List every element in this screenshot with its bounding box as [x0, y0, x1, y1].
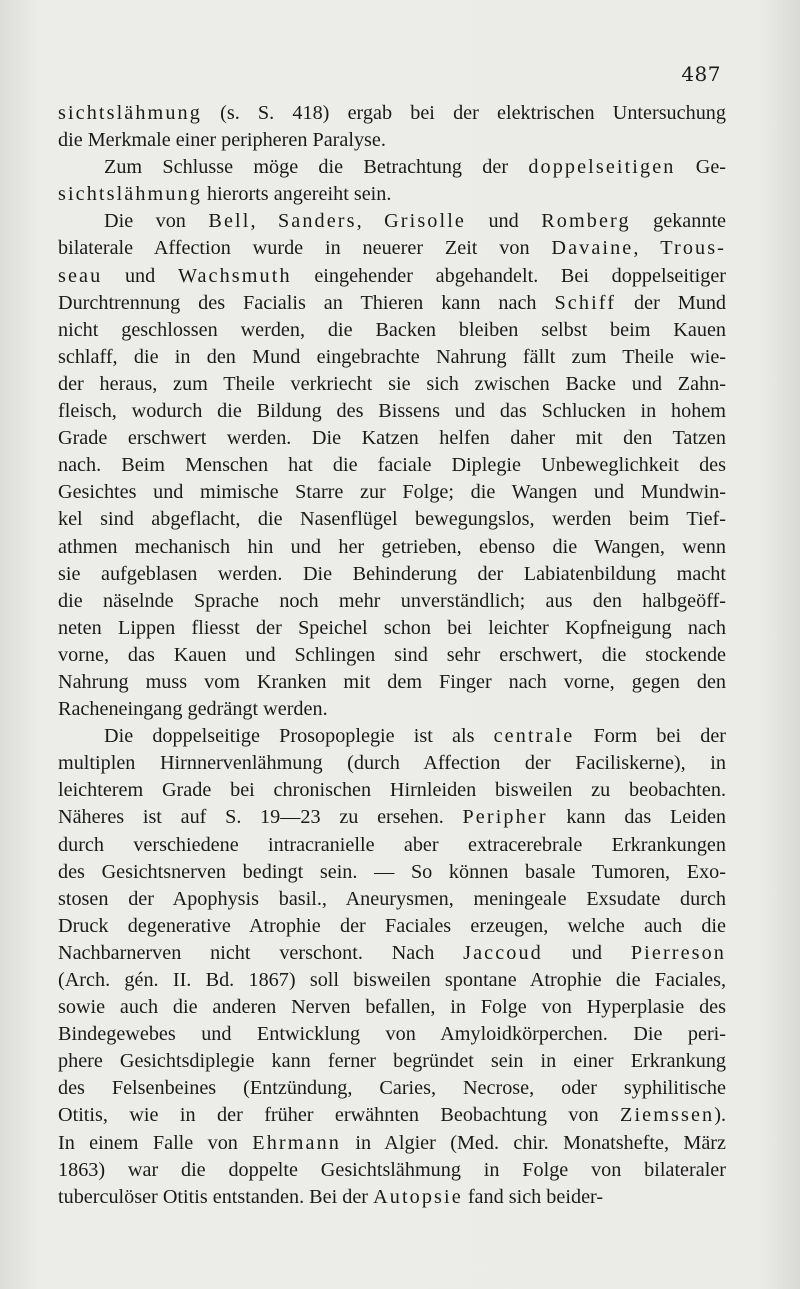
spaced-name: Jaccoud	[463, 941, 543, 964]
text-segment: (Arch. gén. II. Bd. 1867) soll bisweilen spontane Atrophie die Faciales,	[58, 969, 726, 991]
text-segment: des Felsenbeines (Entzündung, Caries, Necrose, oder syphilitische	[58, 1077, 726, 1100]
text-segment: ,	[356, 210, 385, 233]
text-segment: Durchtrennung des Facialis an Thieren kann nach	[58, 291, 555, 314]
text-line	[58, 425, 726, 452]
text-segment: fleisch, wodurch die Bildung des Bissens und das Schlucken in hohem	[58, 400, 726, 423]
text-segment: sie aufgeblasen werden. Die Behinderung der Labiatenbildung macht	[58, 562, 726, 585]
text-segment: vorne, das Kauen und Schlingen sind sehr erschwert, die stockende	[58, 643, 726, 666]
spaced-name: Sanders	[277, 210, 357, 233]
text-segment: bilaterale Affection wurde in neuerer Zeit von	[58, 237, 552, 260]
text-line	[58, 967, 726, 994]
text-line	[58, 804, 726, 831]
text-segment: durch verschiedene intracranielle aber extracerebrale Erkrankungen	[58, 833, 726, 856]
spaced-name: sichtslähmung	[58, 183, 202, 206]
text-segment: der heraus, zum Theile verkriecht sie sich zwischen Backe und Zahn-	[58, 372, 726, 395]
text-segment: Die doppelseitige Prosopoplegie ist als	[104, 725, 494, 748]
text-line	[58, 127, 726, 154]
text-segment: Grade erschwert werden. Die Katzen helfen daher mit den Tatzen	[58, 427, 726, 450]
text-segment: nicht geschlossen werden, die Backen bleiben selbst beim Kauen	[58, 318, 726, 341]
text-line	[58, 832, 726, 859]
text-line	[58, 371, 726, 398]
text-segment: und	[542, 941, 631, 964]
text-line	[58, 750, 726, 777]
text-segment: phere Gesichtsdiplegie kann ferner begründet sein in einer Erkrankung	[58, 1050, 726, 1073]
text-line	[58, 859, 726, 886]
text-line	[58, 777, 726, 804]
spaced-name: Pierreson	[630, 941, 726, 964]
text-segment: Form bei der	[574, 725, 726, 748]
text-segment: gekannte	[630, 210, 727, 233]
text-line	[58, 100, 726, 127]
text-segment: Racheneingang gedrängt werden.	[58, 698, 328, 721]
text-line	[58, 534, 726, 561]
text-segment: Bindegewebes und Entwicklung von Amyloidkörperchen. Die peri-	[58, 1023, 726, 1046]
text-segment: Die von	[104, 210, 209, 233]
text-segment: hierorts angereiht sein.	[201, 183, 392, 206]
text-segment: die Merkmale einer peripheren Paralyse.	[58, 129, 386, 152]
text-segment: und	[102, 264, 178, 287]
spaced-name: Peripher	[462, 806, 548, 829]
text-segment: eingehender abgehandelt. Bei doppelseitiger	[291, 264, 726, 287]
text-segment: des Gesichtsnerven bedingt sein. — So können basale Tumoren, Exo-	[58, 860, 726, 883]
text-line	[58, 452, 726, 479]
text-line	[58, 994, 726, 1021]
text-segment: Näheres ist auf S. 19—23 zu ersehen.	[58, 806, 463, 829]
text-segment: Nahrung muss vom Kranken mit dem Finger nach vorne, gegen den	[58, 670, 726, 693]
text-line	[58, 263, 726, 290]
text-segment: Nachbarnerven nicht verschont. Nach	[58, 941, 464, 964]
text-segment: tuberculöser Otitis entstanden. Bei der	[58, 1185, 374, 1208]
text-segment: stosen der Apophysis basil., Aneurysmen, meningeale Exsudate durch	[58, 887, 726, 910]
text-line	[58, 154, 726, 181]
text-segment: ).	[714, 1104, 726, 1127]
text-segment: Ge-	[675, 156, 726, 179]
text-line	[58, 642, 726, 669]
spaced-name: Autopsie	[373, 1185, 463, 1208]
text-segment: multiplen Hirnnervenlähmung (durch Affection der Faciliskerne), in	[58, 752, 726, 775]
text-line	[58, 344, 726, 371]
text-line	[58, 1021, 726, 1048]
text-segment: die näselnde Sprache noch mehr unverständlich; aus den halbgeöff-	[58, 589, 726, 612]
text-segment: neten Lippen fliesst der Speichel schon bei leichter Kopfneigung nach	[58, 616, 726, 639]
text-segment: Zum Schlusse möge die Betrachtung der	[104, 156, 529, 179]
spaced-name: doppelseitigen	[528, 156, 676, 179]
text-line	[58, 1130, 726, 1157]
text-line	[58, 398, 726, 425]
text-line	[58, 615, 726, 642]
body-text	[58, 100, 726, 1211]
text-segment: Gesichtes und mimische Starre zur Folge; die Wangen und Mundwin-	[58, 481, 726, 504]
text-line	[58, 290, 726, 317]
text-line	[58, 235, 726, 262]
spaced-name: Grisolle	[384, 210, 466, 233]
text-segment: schlaff, die in den Mund eingebrachte Nahrung fällt zum Theile wie-	[58, 345, 726, 368]
text-line	[58, 561, 726, 588]
spaced-name: Wachsmuth	[177, 264, 292, 287]
text-line	[58, 1157, 726, 1184]
text-line	[58, 479, 726, 506]
text-line	[58, 940, 726, 967]
text-line	[58, 669, 726, 696]
text-segment: (s. S. 418) ergab bei der elektrischen Untersuchung	[201, 102, 726, 124]
text-segment: Otitis, wie in der früher erwähnten Beobachtung von	[58, 1104, 621, 1127]
text-segment: sowie auch die anderen Nerven befallen, in Folge von Hyperplasie des	[58, 996, 726, 1019]
spaced-name: Bell	[208, 210, 251, 233]
spaced-name: Davaine	[551, 237, 634, 260]
text-line	[58, 588, 726, 615]
spaced-name: sichtslähmung	[58, 102, 202, 124]
text-line	[58, 1184, 726, 1211]
text-line	[58, 1102, 726, 1129]
text-line	[58, 1048, 726, 1075]
text-segment: kel sind abgeflacht, die Nasenflügel bewegungslos, werden beim Tief-	[58, 508, 726, 531]
text-segment: ,	[633, 237, 661, 260]
page-number: 487	[681, 62, 721, 86]
text-line	[58, 1075, 726, 1102]
text-line	[58, 506, 726, 533]
text-line	[58, 886, 726, 913]
text-segment: Druck degenerative Atrophie der Faciales erzeugen, welche auch die	[58, 914, 726, 937]
text-segment: und	[465, 210, 542, 233]
text-segment: kann das Leiden	[547, 806, 726, 829]
text-line	[58, 723, 726, 750]
text-segment: 1863) war die doppelte Gesichtslähmung in Folge von bilateraler	[58, 1158, 726, 1181]
spaced-name: centrale	[493, 725, 575, 748]
text-line	[58, 913, 726, 940]
text-line	[58, 317, 726, 344]
spaced-name: Trous-	[660, 237, 726, 260]
text-segment: nach. Beim Menschen hat die faciale Diplegie Unbeweglichkeit des	[58, 454, 726, 477]
text-segment: in Algier (Med. chir. Monatshefte, März	[340, 1131, 726, 1154]
text-segment: ,	[250, 210, 278, 233]
text-line	[58, 208, 726, 235]
spaced-name: Ehrmann	[252, 1131, 341, 1154]
spaced-name: Schiff	[554, 291, 617, 314]
text-segment: fand sich beider-	[462, 1185, 604, 1208]
text-segment: athmen mechanisch hin und her getrieben, ebenso die Wangen, wenn	[58, 535, 726, 558]
spaced-name: seau	[58, 264, 103, 287]
text-line	[58, 181, 726, 208]
spaced-name: Romberg	[541, 210, 631, 233]
text-segment: In einem Falle von	[58, 1131, 253, 1154]
text-line	[58, 696, 726, 723]
text-segment: leichterem Grade bei chronischen Hirnleiden bisweilen zu beobachten.	[58, 779, 726, 802]
text-segment: der Mund	[616, 291, 727, 314]
spaced-name: Ziemssen	[620, 1104, 715, 1127]
